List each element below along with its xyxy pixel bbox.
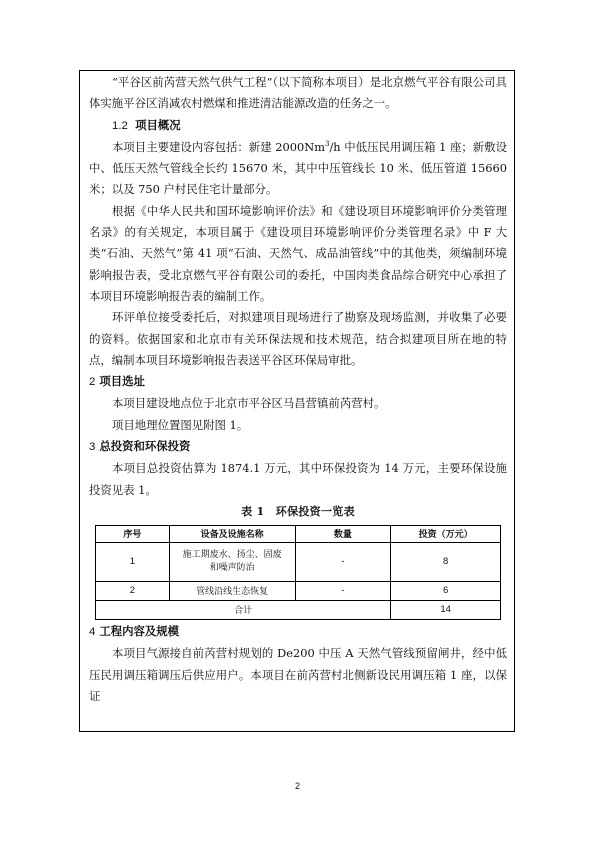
facility-line-1: 施工期废水、扬尘、固废 bbox=[182, 549, 282, 560]
overview-paragraph bbox=[89, 137, 507, 201]
total-label: 合计 bbox=[96, 600, 391, 619]
header-no: 序号 bbox=[96, 525, 170, 542]
header-investment: 投资（万元） bbox=[391, 525, 501, 542]
cell-facility: 管线沿线生态恢复 bbox=[169, 581, 295, 600]
scope-paragraph: 本项目气源接自前芮营村规划的 De200 中压 A 天然气管线预留闸井，经中低压民用调压箱调压后供应用户。本项目在前芮营村北侧新设民用调压箱 1 座，以保证 bbox=[89, 646, 507, 703]
cell-no: 2 bbox=[96, 581, 170, 600]
table-row bbox=[96, 542, 501, 581]
site-paragraph: 本项目建设地点位于北京市平谷区马昌营镇前芮营村。 bbox=[112, 396, 386, 411]
section-heading-1-2 bbox=[89, 115, 507, 137]
document-body bbox=[89, 72, 507, 707]
cell-investment: 8 bbox=[391, 542, 501, 581]
env-investment-table bbox=[95, 525, 501, 620]
table-total-row bbox=[96, 600, 501, 619]
evaluation-paragraph: 环评单位接受委托后，对拟建项目现场进行了勘察及现场监测，并收集了必要的资料。依据国家和北京市有关环保法规和技术规范，结合拟建项目所在地的特点，编制本项目环境影响报告表送平谷区环保局审批。 bbox=[89, 310, 507, 367]
cell-quantity: - bbox=[295, 581, 391, 600]
law-paragraph: 根据《中华人民共和国环境影响评价法》和《建设项目环境影响评价分类管理名录》的有关规定，本项目属于《建设项目环境影响评价分类管理名录》中 F 大类“石油、天然气”第 41 项“石油、天然气、成品油管线”中的其他类，须编制环境影响报告表，受北京燃气平谷有限公司的委托，中国肉类食品综合研究中心承担了本项目环境影响报告表的编制工作。 bbox=[89, 203, 507, 303]
section-title: 总投资和环保投资 bbox=[99, 439, 191, 454]
table-caption: 表 1 环保投资一览表 bbox=[241, 504, 355, 518]
cell-investment: 6 bbox=[391, 581, 501, 600]
superscript-3: 3 bbox=[325, 139, 330, 148]
section-number: 3 bbox=[89, 441, 96, 454]
overview-text-b: /h 中低压民用调压箱 1 座；新敷设中、低压天然气管线全长约 15670 米，其中中压管线长 10 米、低压管道 15660 米；以及 750 户村民住宅计量部分。 bbox=[89, 139, 507, 197]
investment-paragraph: 本项目总投资估算为 1874.1 万元，其中环保投资为 14 万元，主要环保设施投资见表 1。 bbox=[89, 461, 507, 497]
section-heading-4 bbox=[89, 621, 507, 643]
header-quantity: 数量 bbox=[295, 525, 391, 542]
cell-no: 1 bbox=[96, 542, 170, 581]
table-row bbox=[96, 581, 501, 600]
section-number: 2 bbox=[89, 376, 96, 389]
section-heading-3 bbox=[89, 436, 507, 458]
table-header-row bbox=[96, 525, 501, 542]
cell-facility bbox=[169, 542, 295, 581]
total-value: 14 bbox=[391, 600, 501, 619]
page-number: 2 bbox=[294, 781, 300, 791]
section-number: 4 bbox=[89, 625, 96, 638]
cell-quantity: - bbox=[295, 542, 391, 581]
section-number: 1.2 bbox=[112, 119, 128, 132]
facility-line-2: 和噪声防治 bbox=[209, 562, 255, 573]
map-paragraph: 项目地理位置图见附图 1。 bbox=[112, 417, 249, 432]
section-title: 项目选址 bbox=[99, 374, 145, 389]
section-title: 项目概况 bbox=[135, 117, 181, 132]
section-title: 工程内容及规模 bbox=[99, 623, 180, 638]
section-heading-2 bbox=[89, 371, 507, 393]
overview-text-a: 本项目主要建设内容包括：新建 2000Nm bbox=[112, 139, 325, 154]
header-facility: 设备及设施名称 bbox=[169, 525, 295, 542]
intro-paragraph: “平谷区前芮营天然气供气工程”（以下简称本项目）是北京燃气平谷有限公司具体实施平谷区消减农村燃煤和推进清洁能源改造的任务之一。 bbox=[89, 75, 507, 111]
